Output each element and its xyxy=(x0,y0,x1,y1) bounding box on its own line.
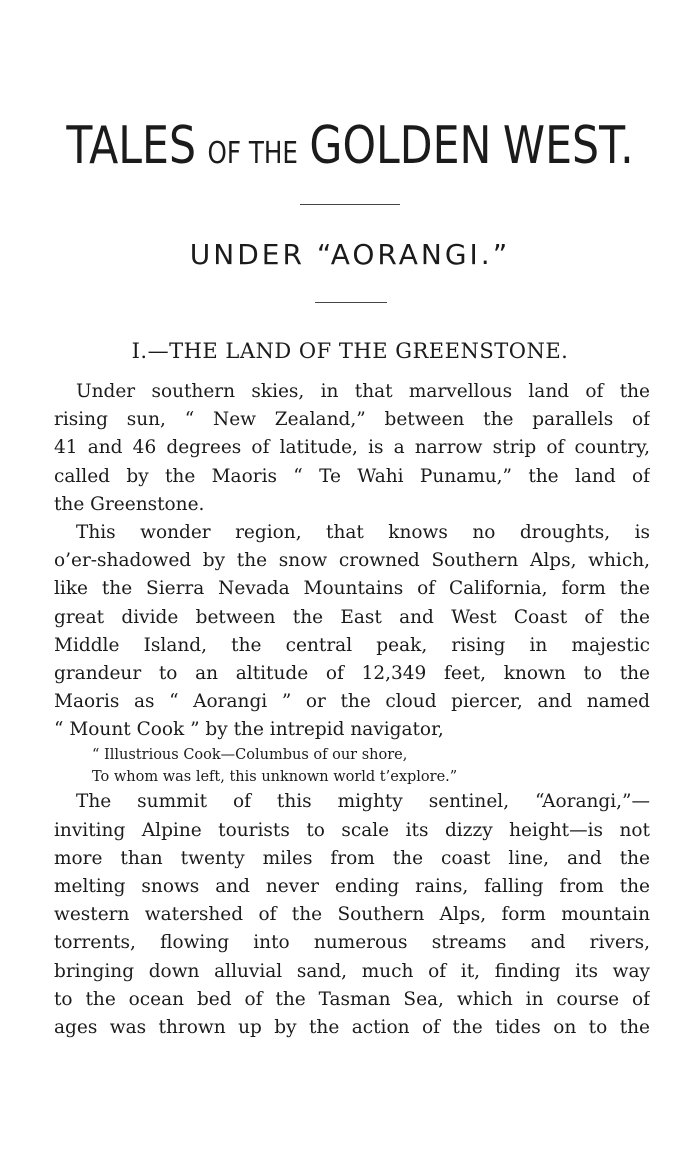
text-line: ages was thrown up by the action of the tides on to the xyxy=(54,1016,650,1038)
text-line: the Greenstone. xyxy=(54,493,205,515)
text-line: Under southern skies, in that marvellous land of the xyxy=(76,381,650,402)
text-line: rising sun, “ New Zealand,” between the parallels of xyxy=(54,409,650,431)
text-line: western watershed of the Southern Alps, form mountain xyxy=(54,904,650,926)
chapter-heading: I.—THE LAND OF THE GREENSTONE. xyxy=(131,339,569,363)
quote-line: “ Illustrious Cook—Columbus of our shore, xyxy=(92,747,408,764)
text-line: “ Mount Cook ” by the intrepid navigator, xyxy=(54,719,444,741)
text-line: melting snows and never ending rains, falling from the xyxy=(54,876,650,897)
text-line: grandeur to an altitude of 12,349 feet, known to the xyxy=(54,662,650,684)
text-line: bringing down alluvial sand, much of it, finding its way xyxy=(54,960,650,982)
text-line: torrents, flowing into numerous streams and rivers, xyxy=(54,932,650,954)
text-line: 41 and 46 degrees of latitude, is a narrow strip of country, xyxy=(54,437,650,459)
book-title-word-of-the: OF THE xyxy=(207,136,298,171)
paragraph-2 xyxy=(54,519,650,745)
paragraph-3 xyxy=(54,788,650,1042)
section-divider xyxy=(315,302,387,303)
text-line: Middle Island, the central peak, rising in majestic xyxy=(54,634,650,656)
text-line: great divide between the East and West Coast of the xyxy=(54,606,650,628)
text-line: called by the Maoris “ Te Wahi Punamu,” the land of xyxy=(54,465,650,487)
book-title-word-tales: TALES xyxy=(66,116,197,176)
book-title-word-west: WEST. xyxy=(502,116,634,176)
text-line: more than twenty miles from the coast line, and the xyxy=(54,847,650,869)
book-title-word-golden: GOLDEN xyxy=(309,116,492,176)
text-line: Maoris as “ Aorangi ” or the cloud piercer, and named xyxy=(54,691,650,713)
text-line: to the ocean bed of the Tasman Sea, which in course of xyxy=(54,988,650,1010)
text-line: inviting Alpine tourists to scale its dizzy height—is not xyxy=(54,819,650,841)
text-line: The summit of this mighty sentinel, “Aorangi,”— xyxy=(76,791,650,813)
text-line: This wonder region, that knows no droughts, is xyxy=(76,521,650,543)
book-title xyxy=(63,118,637,182)
text-line: o’er-shadowed by the snow crowned Southern Alps, which, xyxy=(54,550,650,572)
body-text xyxy=(54,378,650,1042)
quote-line: To whom was left, this unknown world t’explore.” xyxy=(92,769,458,786)
section-title: UNDER “AORANGI.” xyxy=(189,238,511,271)
title-divider xyxy=(300,204,400,205)
text-line: like the Sierra Nevada Mountains of California, form the xyxy=(54,578,650,600)
paragraph-1 xyxy=(54,378,650,519)
verse-quotation xyxy=(54,744,650,788)
